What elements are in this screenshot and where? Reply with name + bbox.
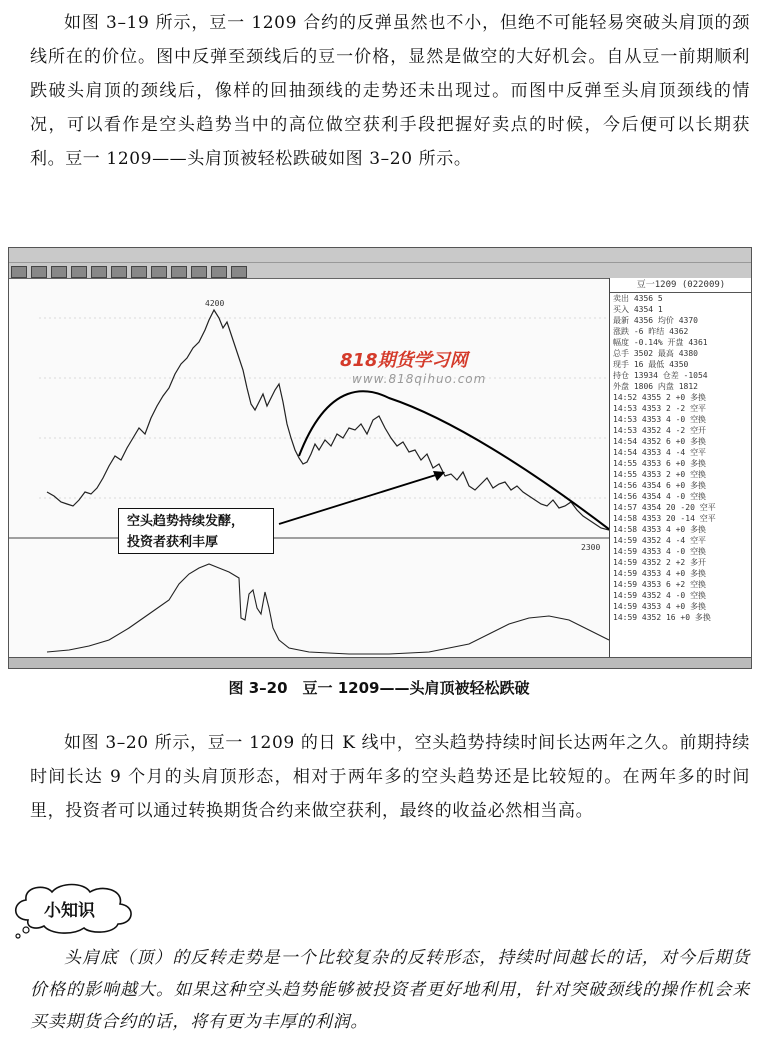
toolbar-button-icon	[11, 266, 27, 278]
price-low-label: 2300	[581, 543, 601, 552]
toolbar-button-icon	[191, 266, 207, 278]
toolbar-button-icon	[31, 266, 47, 278]
kline-chart-screenshot	[8, 247, 752, 669]
tick-row: 14:59 4352 16 +0 多换	[613, 613, 711, 622]
tick-row: 14:59 4353 6 +2 空换	[613, 580, 707, 589]
tick-row: 14:52 4355 2 +0 多换	[613, 393, 707, 402]
volume-oi-series	[47, 564, 609, 654]
tick-row: 14:58 4353 4 +0 多换	[613, 525, 707, 534]
tick-row: 14:57 4354 20 -20 空平	[613, 503, 716, 512]
tick-row: 14:56 4354 4 -0 空换	[613, 492, 707, 501]
site-watermark	[340, 346, 486, 386]
tick-row: 14:59 4353 4 -0 空换	[613, 547, 707, 556]
toolbar-button-icon	[91, 266, 107, 278]
chart-callout-box	[118, 508, 274, 554]
tick-row: 14:53 4352 4 -2 空开	[613, 426, 707, 435]
toolbar-button-icon	[131, 266, 147, 278]
toolbar-button-icon	[231, 266, 247, 278]
toolbar-button-icon	[171, 266, 187, 278]
toolbar-button-icon	[71, 266, 87, 278]
quote-row: 外盘 1806 内盘 1812	[613, 382, 698, 391]
status-bar	[9, 657, 751, 668]
tick-row: 14:56 4354 6 +0 多换	[613, 481, 707, 490]
cloud-bubble	[23, 927, 29, 933]
body-paragraph-1: 如图 3–19 所示，豆一 1209 合约的反弹虽然也不小，但绝不可能轻易突破头肩顶的颈线所在的价位。图中反弹至颈线后的豆一价格，显然是做空的大好机会。自从豆一前期顺利跌破头肩顶的颈线后，像样的回抽颈线的走势还未出现过。而图中反弹至头肩顶颈线的情况，可以看作是空头趋势当中的高位做空获利手段把握好卖点的时候，今后便可以长期获利。豆一 1209——头肩顶被轻松跌破如图 3–20 所示。	[30, 13, 750, 169]
watermark-url: www.818qihuo.com	[352, 372, 487, 386]
tick-row: 14:59 4352 4 -0 空换	[613, 591, 707, 600]
quote-row: 最新 4356 均价 4370	[613, 316, 698, 325]
menu-bar	[9, 248, 751, 263]
price-chart	[9, 278, 609, 658]
quote-row: 幅度 -0.14% 开盘 4361	[613, 338, 708, 347]
watermark-logo-text: 818期货学习网	[340, 350, 468, 371]
quote-row: 卖出 4356 5	[613, 294, 663, 303]
callout-arrow-line	[279, 474, 439, 524]
toolbar-button-icon	[51, 266, 67, 278]
tick-row: 14:59 4352 2 +2 多开	[613, 558, 707, 567]
quote-side-panel	[609, 278, 752, 658]
quote-row: 持仓 13934 仓差 -1054	[613, 371, 708, 380]
price-high-label: 4200	[205, 299, 225, 308]
tick-row: 14:59 4352 4 -4 空平	[613, 536, 707, 545]
quote-row: 涨跌 -6 昨结 4362	[613, 327, 689, 336]
toolbar-button-icon	[111, 266, 127, 278]
tick-row: 14:55 4353 6 +0 多换	[613, 459, 707, 468]
tick-row: 14:53 4353 4 -0 空换	[613, 415, 707, 424]
body-paragraph-2: 如图 3–20 所示，豆一 1209 的日 K 线中，空头趋势持续时间长达两年之久。前期持续时间长达 9 个月的头肩顶形态，相对于两年多的空头趋势还是比较短的。在两年多的时间里，投资者可以通过转换期货合约来做空获利，最终的收益必然相当高。	[30, 733, 750, 821]
toolbar-button-icon	[211, 266, 227, 278]
tick-row: 14:59 4353 4 +0 多换	[613, 602, 707, 611]
callout-line-2: 投资者获利丰厚	[127, 535, 219, 550]
head-shoulders-trendline	[299, 391, 609, 533]
software-toolbar	[9, 248, 751, 279]
tip-label: 小知识	[44, 901, 95, 921]
figure-caption: 图 3–20 豆一 1209——头肩顶被轻松跌破	[228, 679, 530, 697]
kline-price-series	[47, 310, 609, 530]
quote-row: 现手 16 最低 4350	[613, 360, 689, 369]
tick-row: 14:58 4353 20 -14 空平	[613, 514, 716, 523]
tick-row: 14:55 4353 2 +0 空换	[613, 470, 707, 479]
toolbar-button-icon	[151, 266, 167, 278]
cloud-bubble	[16, 934, 20, 938]
callout-line-1: 空头趋势持续发酵，	[127, 514, 245, 529]
tick-row: 14:59 4353 4 +0 多换	[613, 569, 707, 578]
tip-paragraph: 头肩底（顶）的反转走势是一个比较复杂的反转形态，持续时间越长的话，对今后期货价格的影响越大。如果这种空头趋势能够被投资者更好地利用，针对突破颈线的操作机会来买卖期货合约的话，将有更为丰厚的利润。	[30, 948, 750, 1032]
quote-row: 买入 4354 1	[613, 305, 663, 314]
tick-row: 14:53 4353 2 -2 空平	[613, 404, 707, 413]
quote-row: 总手 3502 最高 4380	[613, 349, 698, 358]
tick-row: 14:54 4353 4 -4 空平	[613, 448, 707, 457]
tick-row: 14:54 4352 6 +0 多换	[613, 437, 707, 446]
panel-title: 豆一1209 (022009)	[610, 278, 752, 293]
